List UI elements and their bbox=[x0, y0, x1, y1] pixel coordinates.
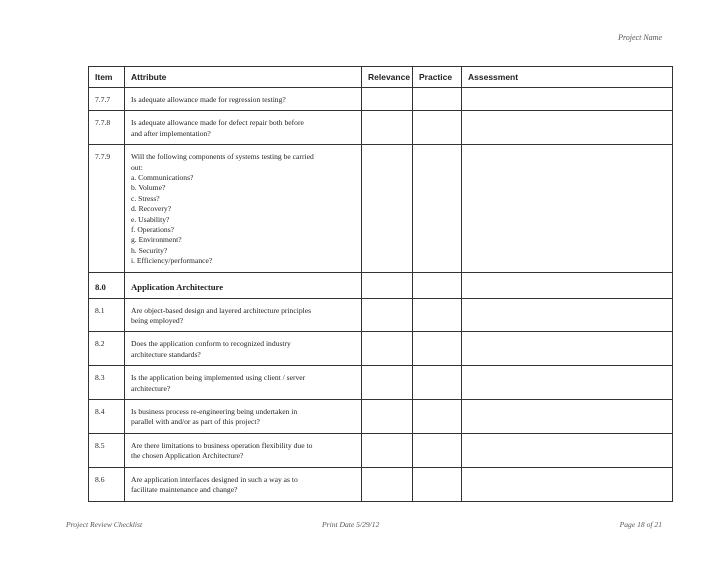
table-row bbox=[89, 88, 673, 111]
section-row bbox=[89, 273, 673, 298]
relevance-cell[interactable] bbox=[362, 111, 413, 145]
attribute-cell bbox=[125, 145, 362, 273]
item-number: 8.6 bbox=[89, 467, 125, 501]
attribute-cell bbox=[125, 111, 362, 145]
practice-cell[interactable] bbox=[413, 111, 462, 145]
attribute-text: d. Recovery? bbox=[131, 204, 172, 214]
attribute-text: f. Operations? bbox=[131, 225, 175, 235]
item-number: 8.5 bbox=[89, 433, 125, 467]
attribute-cell bbox=[125, 366, 362, 400]
relevance-cell[interactable] bbox=[362, 400, 413, 434]
relevance-cell[interactable] bbox=[362, 273, 413, 298]
attribute-text: architecture? bbox=[131, 383, 171, 393]
table-row bbox=[89, 298, 673, 332]
relevance-cell[interactable] bbox=[362, 366, 413, 400]
table-row bbox=[89, 145, 673, 273]
assessment-cell[interactable] bbox=[462, 111, 673, 145]
footer-print-date: Print Date 5/29/12 bbox=[322, 520, 380, 529]
column-header-attribute: Attribute bbox=[125, 67, 362, 88]
section-title-cell bbox=[125, 273, 362, 298]
assessment-cell[interactable] bbox=[462, 467, 673, 501]
assessment-cell[interactable] bbox=[462, 400, 673, 434]
relevance-cell[interactable] bbox=[362, 88, 413, 111]
column-header-relevance: Relevance bbox=[362, 67, 413, 88]
attribute-text: parallel with and/or as part of this project? bbox=[131, 417, 260, 427]
item-number: 7.7.9 bbox=[89, 145, 125, 273]
attribute-text: i. Efficiency/performance? bbox=[131, 256, 213, 266]
attribute-text: Is adequate allowance made for defect repair both before bbox=[131, 118, 304, 128]
attribute-text: the chosen Application Architecture? bbox=[131, 451, 244, 461]
project-name-header: Project Name bbox=[618, 33, 662, 42]
practice-cell[interactable] bbox=[413, 273, 462, 298]
attribute-text: out: bbox=[131, 162, 143, 172]
section-number: 8.0 bbox=[89, 273, 125, 298]
relevance-cell[interactable] bbox=[362, 433, 413, 467]
attribute-text: Is the application being implemented using client / server bbox=[131, 373, 306, 383]
attribute-text: g. Environment? bbox=[131, 235, 182, 245]
attribute-cell bbox=[125, 400, 362, 434]
column-header-item: Item bbox=[89, 67, 125, 88]
footer-page-number: Page 18 of 21 bbox=[619, 520, 662, 529]
checklist-table bbox=[88, 66, 673, 502]
assessment-cell[interactable] bbox=[462, 332, 673, 366]
attribute-text: and after implementation? bbox=[131, 128, 211, 138]
table-row bbox=[89, 332, 673, 366]
practice-cell[interactable] bbox=[413, 400, 462, 434]
attribute-text: b. Volume? bbox=[131, 183, 166, 193]
item-number: 8.4 bbox=[89, 400, 125, 434]
item-number: 8.2 bbox=[89, 332, 125, 366]
attribute-text: Are there limitations to business operation flexibility due to bbox=[131, 440, 313, 450]
item-number: 7.7.7 bbox=[89, 88, 125, 111]
table-row bbox=[89, 433, 673, 467]
attribute-text: Is adequate allowance made for regression testing? bbox=[131, 95, 286, 104]
column-header-assessment: Assessment bbox=[462, 67, 673, 88]
assessment-cell[interactable] bbox=[462, 298, 673, 332]
attribute-text: Will the following components of systems testing be carried bbox=[131, 152, 314, 162]
table-row bbox=[89, 467, 673, 501]
assessment-cell[interactable] bbox=[462, 273, 673, 298]
assessment-cell[interactable] bbox=[462, 145, 673, 273]
footer-document-title: Project Review Checklist bbox=[66, 520, 143, 529]
attribute-text: e. Usability? bbox=[131, 214, 170, 224]
attribute-text: facilitate maintenance and change? bbox=[131, 485, 238, 495]
relevance-cell[interactable] bbox=[362, 298, 413, 332]
table-row bbox=[89, 366, 673, 400]
attribute-text: c. Stress? bbox=[131, 193, 160, 203]
attribute-cell bbox=[125, 467, 362, 501]
practice-cell[interactable] bbox=[413, 433, 462, 467]
assessment-cell[interactable] bbox=[462, 88, 673, 111]
item-number: 8.3 bbox=[89, 366, 125, 400]
table-row bbox=[89, 111, 673, 145]
relevance-cell[interactable] bbox=[362, 332, 413, 366]
attribute-text: h. Security? bbox=[131, 245, 168, 255]
table-row bbox=[89, 400, 673, 434]
attribute-cell bbox=[125, 332, 362, 366]
attribute-text: a. Communications? bbox=[131, 173, 194, 183]
relevance-cell[interactable] bbox=[362, 467, 413, 501]
attribute-cell bbox=[125, 433, 362, 467]
practice-cell[interactable] bbox=[413, 298, 462, 332]
table-header-row bbox=[89, 67, 673, 88]
attribute-text: architecture standards? bbox=[131, 349, 201, 359]
practice-cell[interactable] bbox=[413, 145, 462, 273]
column-header-practice: Practice bbox=[413, 67, 462, 88]
item-number: 8.1 bbox=[89, 298, 125, 332]
practice-cell[interactable] bbox=[413, 88, 462, 111]
practice-cell[interactable] bbox=[413, 366, 462, 400]
attribute-text: Are application interfaces designed in such a way as to bbox=[131, 474, 298, 484]
relevance-cell[interactable] bbox=[362, 145, 413, 273]
assessment-cell[interactable] bbox=[462, 433, 673, 467]
attribute-text: Are object-based design and layered architecture principles bbox=[131, 305, 312, 315]
attribute-cell bbox=[125, 298, 362, 332]
attribute-cell bbox=[125, 88, 362, 111]
item-number: 7.7.8 bbox=[89, 111, 125, 145]
assessment-cell[interactable] bbox=[462, 366, 673, 400]
section-title: Application Architecture bbox=[131, 282, 224, 293]
practice-cell[interactable] bbox=[413, 467, 462, 501]
attribute-text: Does the application conform to recognized industry bbox=[131, 339, 291, 349]
practice-cell[interactable] bbox=[413, 332, 462, 366]
attribute-text: Is business process re-engineering being undertaken in bbox=[131, 407, 298, 417]
attribute-text: being employed? bbox=[131, 316, 184, 326]
